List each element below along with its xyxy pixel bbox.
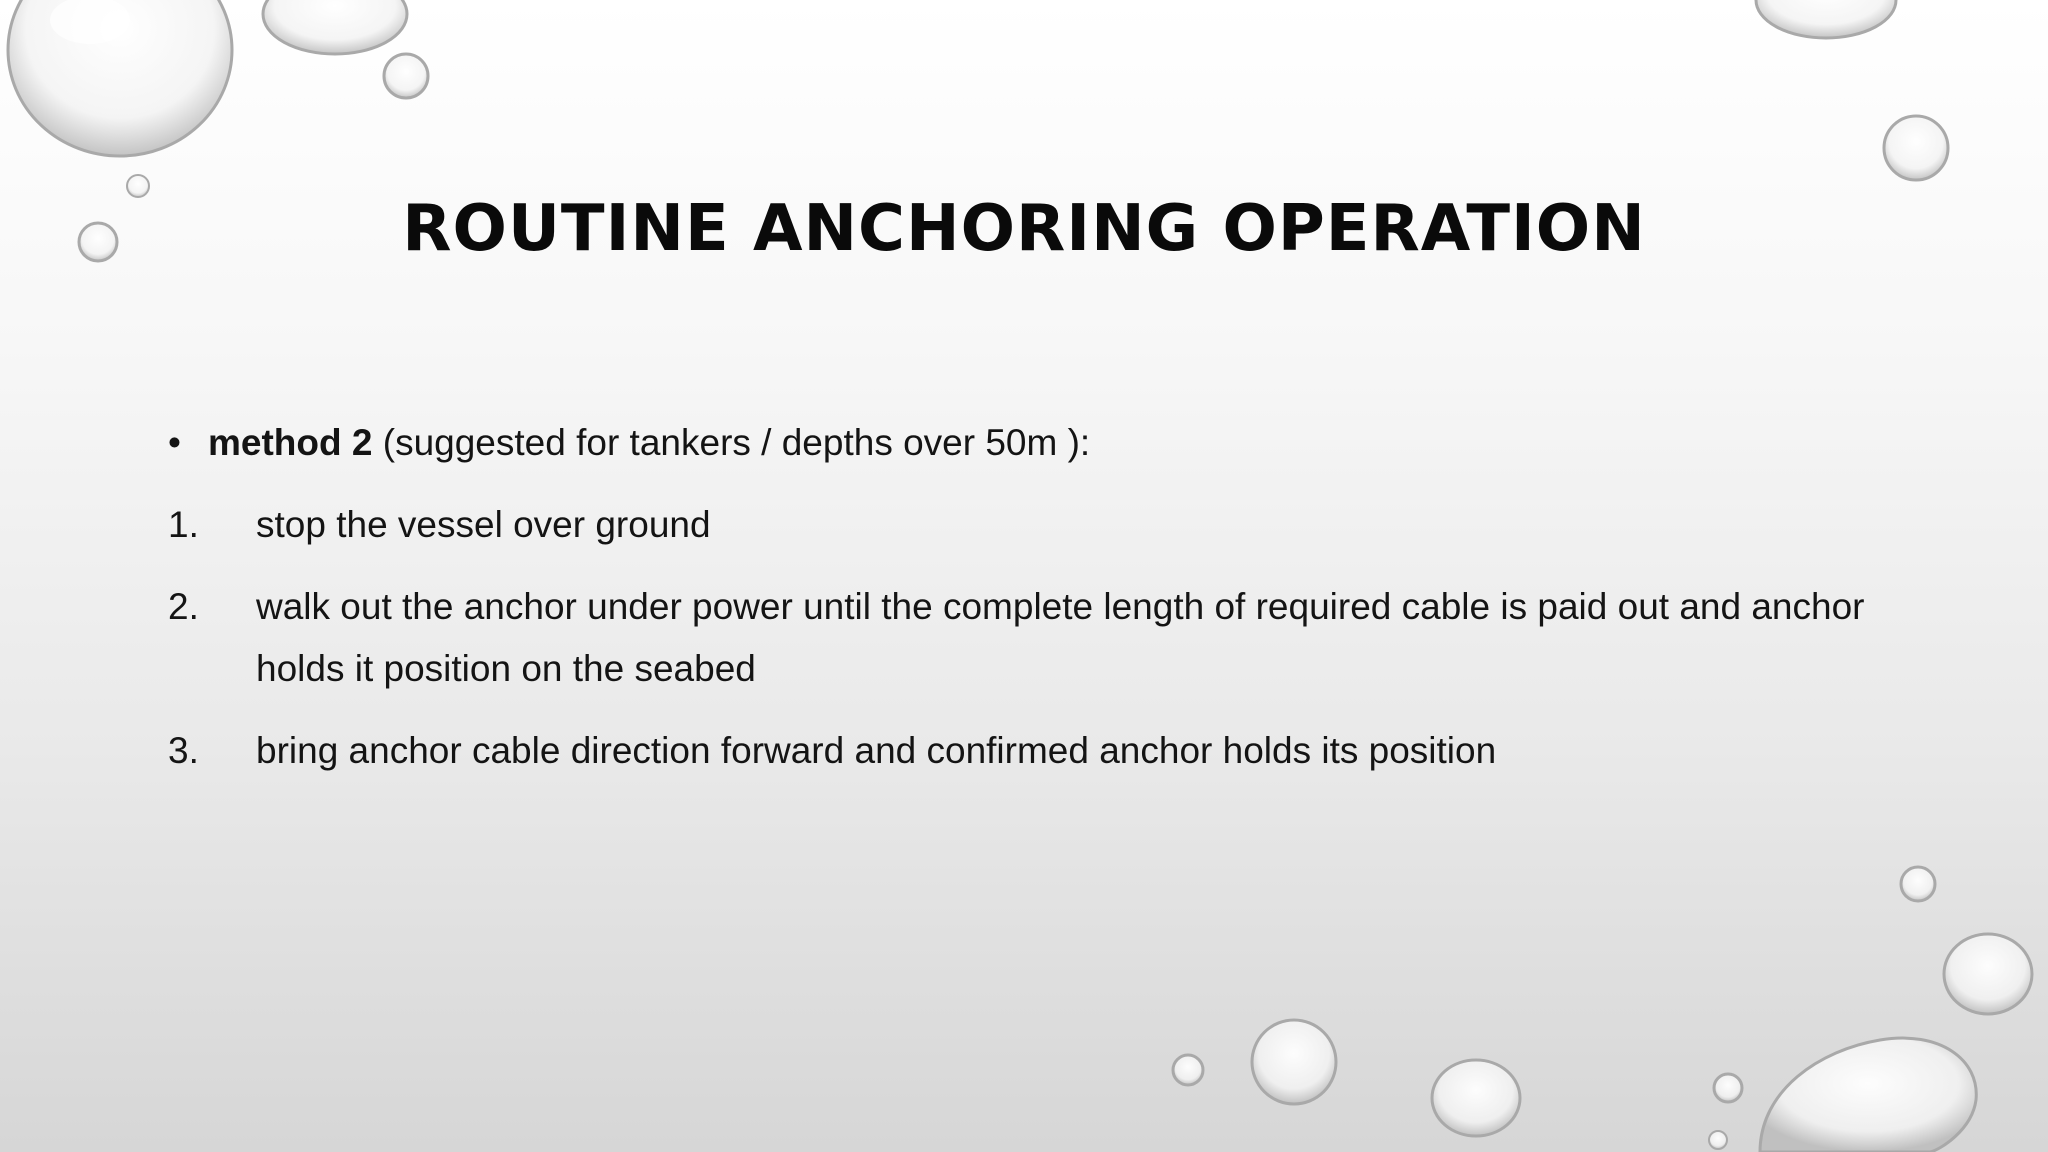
- bullet-text: (suggested for tankers / depths over 50m ):: [372, 422, 1091, 463]
- item-text: walk out the anchor under power until the complete length of required cable is paid out and anchor holds it position on the seabed: [256, 586, 1865, 689]
- item-number: 3.: [168, 730, 199, 771]
- drop-bottom-center-medium: [1252, 1020, 1336, 1104]
- drop-top-right-large: [1756, 0, 1896, 38]
- drop-bottom-right-tiny-b: [1709, 1131, 1727, 1149]
- drop-top-right-small: [1884, 116, 1948, 180]
- drop-bottom-right-small: [1901, 867, 1935, 901]
- numbered-item: [168, 494, 1868, 556]
- slide-title: ROUTINE ANCHORING OPERATION: [402, 192, 1646, 266]
- drop-top-left-small: [384, 54, 428, 98]
- bullet-bold-text: method 2: [208, 422, 373, 463]
- drop-bottom-center-small: [1173, 1055, 1203, 1085]
- item-text: bring anchor cable direction forward and confirmed anchor holds its position: [256, 730, 1497, 771]
- slide-body: [168, 412, 1868, 802]
- numbered-item: [168, 576, 1868, 700]
- drop-bottom-right-large: [1760, 1038, 1976, 1152]
- drop-top-left-large: [8, 0, 232, 156]
- bullet-dot: •: [168, 422, 181, 463]
- bullet-item: [168, 412, 1868, 474]
- drop-bottom-right-medium: [1944, 934, 2032, 1014]
- item-number: 2.: [168, 586, 199, 627]
- drop-bottom-right-tiny-a: [1714, 1074, 1742, 1102]
- drop-bottom-center-right: [1432, 1060, 1520, 1136]
- drop-top-left-oval: [263, 0, 407, 54]
- item-text: stop the vessel over ground: [256, 504, 711, 545]
- numbered-item: [168, 720, 1868, 782]
- item-number: 1.: [168, 504, 199, 545]
